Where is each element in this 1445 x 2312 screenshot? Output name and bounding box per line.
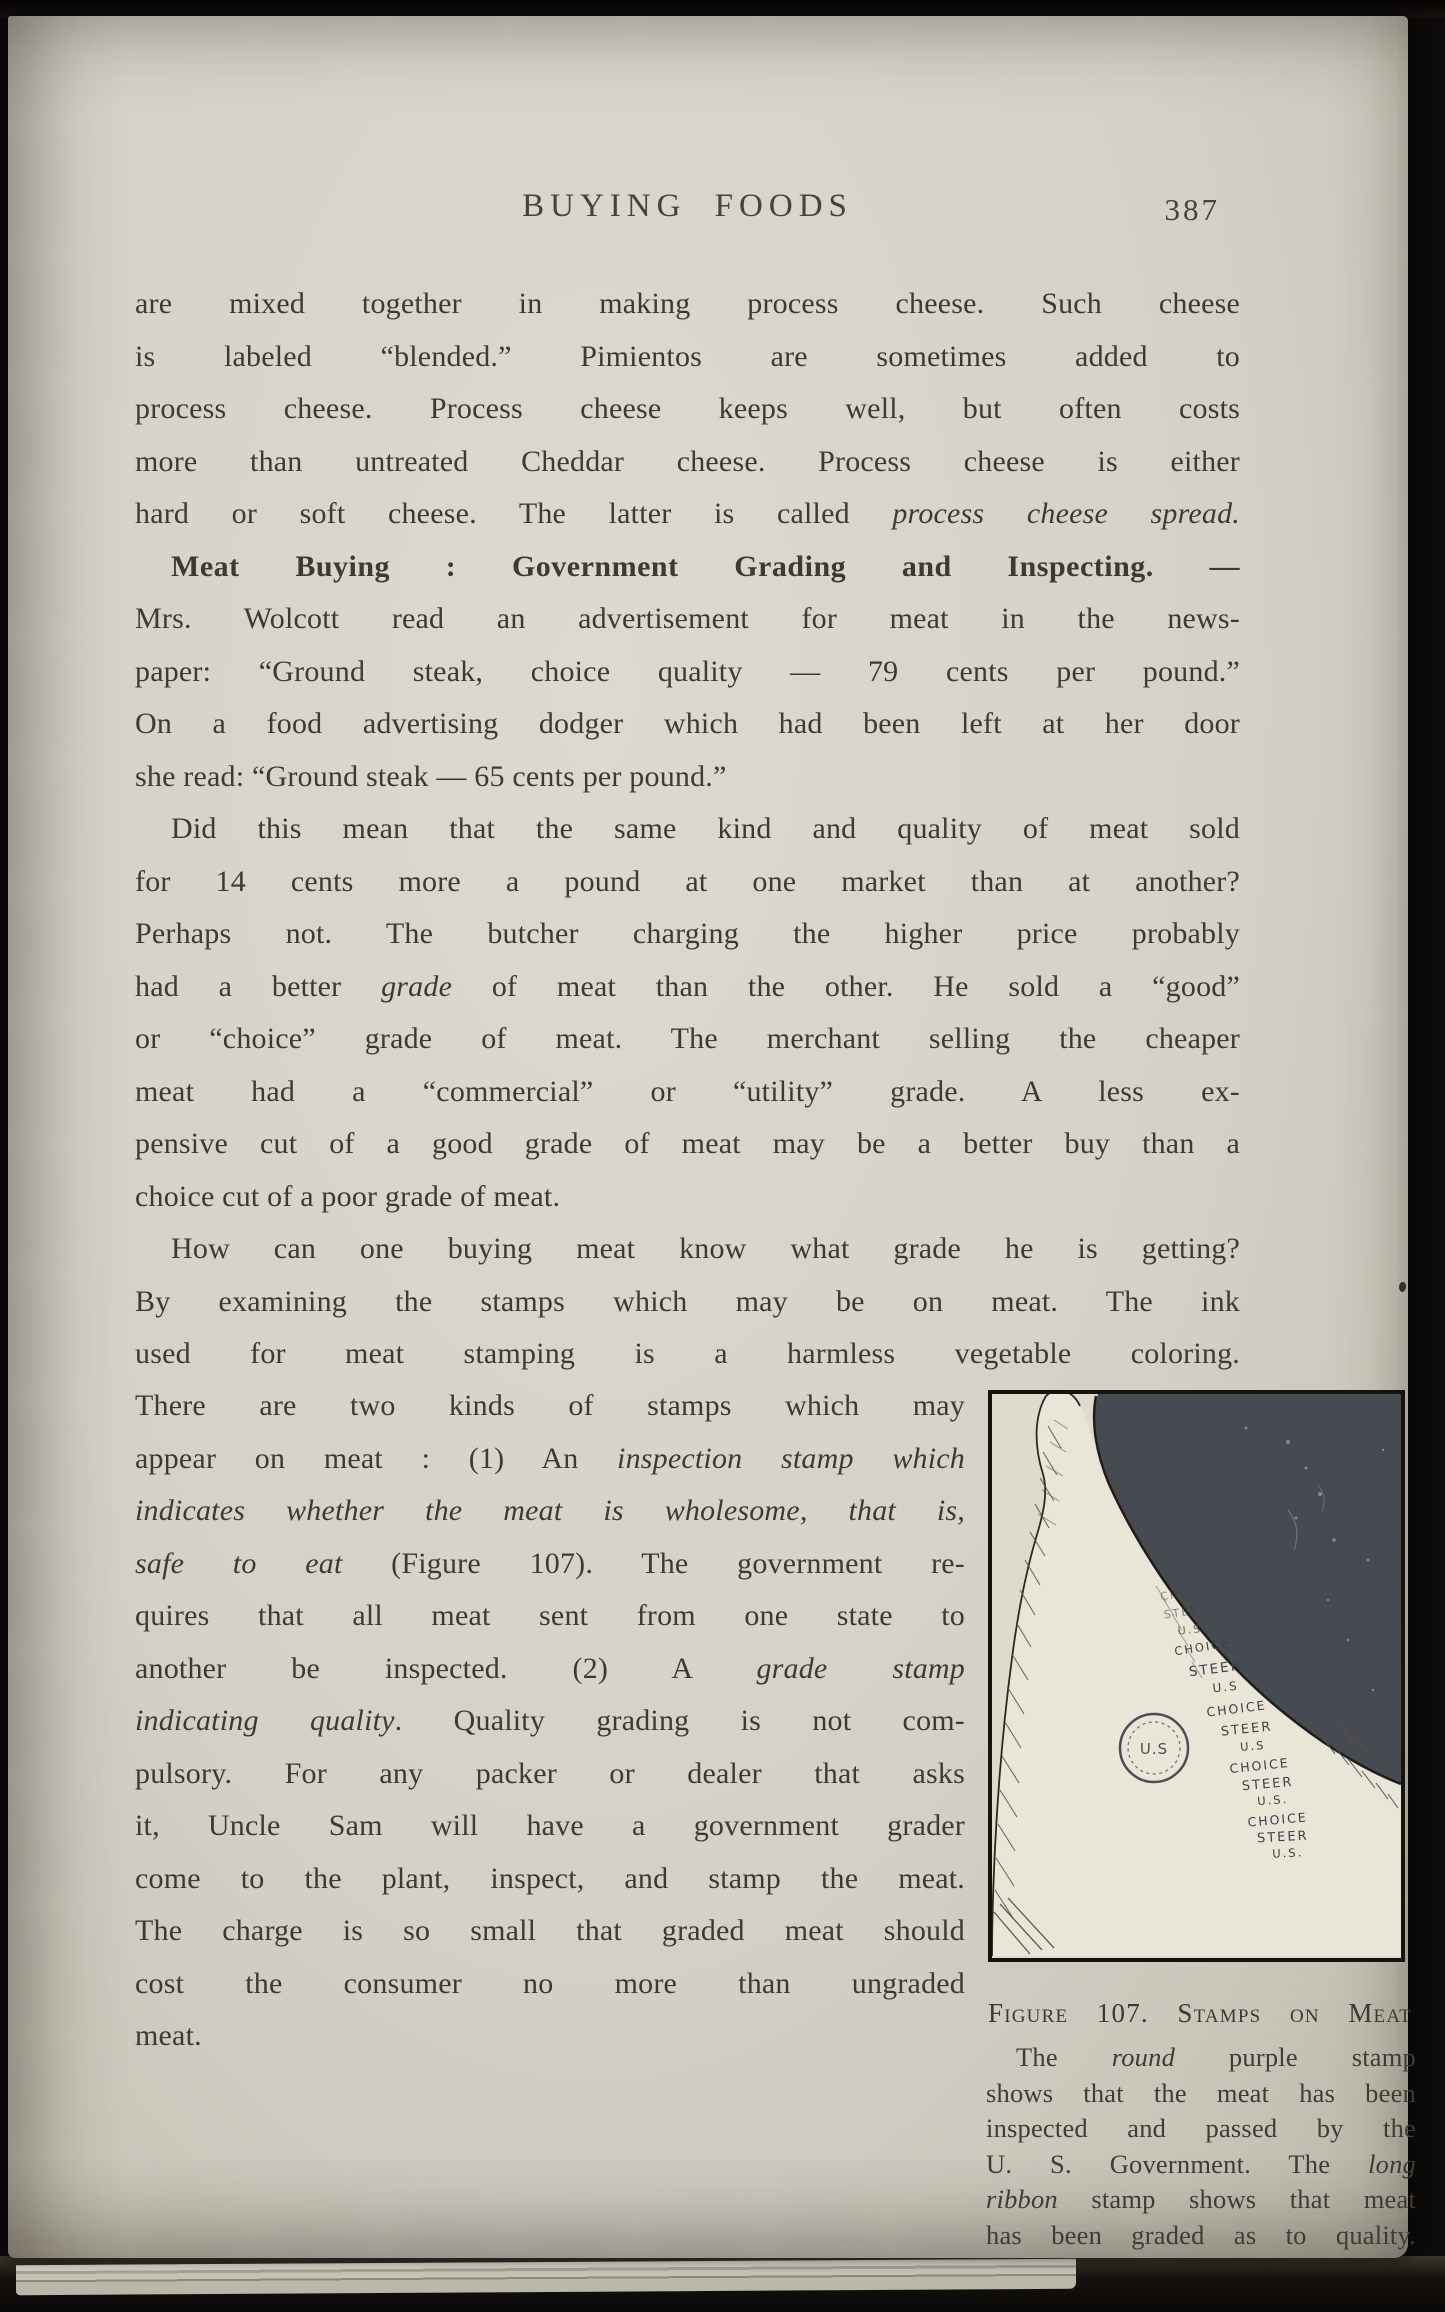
text-line xyxy=(135,2010,965,2063)
stamp-text: STEER xyxy=(1241,1774,1295,1795)
figure-107 xyxy=(988,1390,1405,1962)
text-line xyxy=(135,383,1240,436)
text-segment: meat. xyxy=(135,2019,202,2052)
text-line xyxy=(135,541,1240,594)
text-segment: The charge is so small that graded meat should xyxy=(135,1914,965,1947)
text-segment: grade xyxy=(381,969,453,1003)
text-line xyxy=(135,593,1240,646)
text-line xyxy=(135,1485,965,1538)
text-segment: shows that the meat has been xyxy=(986,2077,1416,2108)
text-segment: U. S. Government. The xyxy=(986,2148,1369,2179)
text-segment: choice cut of a poor grade of meat. xyxy=(135,1179,561,1213)
text-line xyxy=(135,278,1240,331)
text-line xyxy=(986,2218,1416,2254)
text-line xyxy=(135,1118,1240,1171)
text-line xyxy=(135,1013,1240,1066)
text-segment: more than untreated Cheddar cheese. Process cheese is either xyxy=(135,444,1240,478)
text-line xyxy=(986,2111,1416,2147)
text-segment: process cheese. Process cheese keeps well, but often costs xyxy=(135,392,1240,425)
text-segment: stamp shows that meat xyxy=(1057,2184,1416,2214)
text-segment: quires that all meat sent from one state to xyxy=(135,1599,965,1632)
text-segment: paper: “Ground steak, choice quality — 79 cents per pound.” xyxy=(135,654,1240,688)
text-segment: grade stamp xyxy=(756,1651,965,1685)
text-segment: another be inspected. (2) A xyxy=(135,1651,757,1685)
text-line xyxy=(135,1380,965,1433)
stamp-text: CHOICE xyxy=(1228,1754,1291,1777)
text-line xyxy=(135,908,1240,961)
text-segment: are mixed together in making process cheese. Such cheese xyxy=(135,287,1240,320)
paper-speck xyxy=(1399,1282,1406,1292)
text-line xyxy=(135,961,1240,1014)
text-segment: (Figure 107). The government re- xyxy=(342,1546,965,1580)
text-line xyxy=(135,1223,1240,1276)
text-segment: By examining the stamps which may be on meat. The ink xyxy=(135,1284,1240,1318)
text-segment: used for meat stamping is a harmless vegetable coloring. xyxy=(135,1337,1240,1370)
book-cover-right-edge xyxy=(1405,0,1445,2312)
text-segment: ribbon xyxy=(986,2184,1058,2214)
text-line xyxy=(135,1905,965,1958)
stamp-text: STEER xyxy=(1256,1828,1310,1847)
text-line xyxy=(135,436,1240,489)
text-segment: had a better xyxy=(135,969,382,1003)
text-segment: process cheese spread. xyxy=(892,497,1241,530)
text-line xyxy=(135,1276,1240,1329)
text-line xyxy=(986,2147,1416,2183)
stamp-text: CHOICE xyxy=(1173,1635,1232,1659)
body-text-wrapped-column xyxy=(135,1380,965,2063)
page-header xyxy=(135,188,1240,234)
text-segment: The xyxy=(1016,2042,1112,2072)
text-line xyxy=(135,1538,965,1591)
body-text-column xyxy=(135,278,1240,1381)
text-line xyxy=(135,1171,1240,1224)
text-segment: Did this mean that the same kind and quality of meat sold xyxy=(171,812,1240,845)
text-segment: pulsory. For any packer or dealer that asks xyxy=(135,1756,965,1790)
text-segment: There are two kinds of stamps which may xyxy=(135,1389,965,1422)
text-segment: pensive cut of a good grade of meat may be a better buy than a xyxy=(135,1127,1240,1160)
stamp-text: U.S. xyxy=(1177,1621,1209,1638)
text-segment: purple stamp xyxy=(1175,2042,1416,2072)
text-line xyxy=(135,698,1240,751)
page-number: 387 xyxy=(1164,192,1220,227)
text-segment: is labeled “blended.” Pimientos are sometimes added to xyxy=(135,339,1240,373)
text-segment: she read: “Ground steak — 65 cents per pound.” xyxy=(135,759,727,793)
text-segment: has been graded as to quality. xyxy=(986,2219,1416,2250)
text-line xyxy=(135,1800,965,1853)
text-line xyxy=(135,1328,1240,1381)
text-segment: Mrs. Wolcott read an advertisement for meat in the news- xyxy=(135,602,1240,635)
meat-illustration xyxy=(988,1390,1405,1962)
text-segment: Meat Buying : Government Grading and Inspecting. — xyxy=(171,549,1240,583)
text-segment: indicating quality xyxy=(135,1704,395,1737)
text-segment: hard or soft cheese. The latter is called xyxy=(135,497,893,530)
stamp-text: STEE xyxy=(1162,1603,1201,1622)
text-line xyxy=(135,856,1240,909)
text-line xyxy=(135,1853,965,1906)
text-line xyxy=(135,1066,1240,1119)
text-line xyxy=(135,1590,965,1643)
text-segment: cost the consumer no more than ungraded xyxy=(135,1966,965,2000)
text-line xyxy=(135,488,1240,541)
text-segment: safe to eat xyxy=(135,1546,343,1580)
text-line xyxy=(986,2076,1416,2112)
stamp-text: U.S. xyxy=(1271,1845,1304,1861)
page-title: BUYING FOODS xyxy=(522,188,853,224)
text-segment: long xyxy=(1368,2148,1416,2179)
text-segment: of meat than the other. He sold a “good” xyxy=(452,969,1240,1003)
stamp-text: U.S. xyxy=(1256,1791,1289,1809)
round-stamp-text: U.S xyxy=(1139,1740,1169,1758)
text-segment: indicates whether the meat is wholesome, that is, xyxy=(135,1494,965,1527)
stamp-text: U.S xyxy=(1239,1738,1266,1754)
text-line xyxy=(135,1643,965,1696)
text-line xyxy=(135,751,1240,804)
text-segment: . Quality grading is not com- xyxy=(394,1704,965,1737)
text-line xyxy=(135,331,1240,384)
text-line xyxy=(135,803,1240,856)
figure-caption-text xyxy=(986,2040,1416,2253)
text-segment: round xyxy=(1111,2042,1176,2072)
stamp-text: CHO xyxy=(1159,1585,1192,1604)
text-segment: meat had a “commercial” or “utility” grade. A less ex- xyxy=(135,1074,1240,1108)
stamp-text: CHOICE xyxy=(1205,1697,1268,1720)
stamp-text: U.S xyxy=(1211,1678,1240,1696)
book-page xyxy=(8,16,1416,2258)
text-line xyxy=(135,1958,965,2011)
text-line xyxy=(135,1433,965,1486)
text-line xyxy=(135,646,1240,699)
text-segment: appear on meat : (1) An xyxy=(135,1441,618,1475)
text-segment: inspected and passed by the xyxy=(986,2113,1416,2143)
stamp-text: STEER xyxy=(1188,1657,1243,1681)
text-line xyxy=(986,2182,1416,2218)
text-segment: On a food advertising dodger which had been left at her door xyxy=(135,707,1240,740)
text-segment: for 14 cents more a pound at one market than at another? xyxy=(135,864,1240,898)
text-segment: come to the plant, inspect, and stamp the meat. xyxy=(135,1861,965,1895)
text-segment: or “choice” grade of meat. The merchant selling the cheaper xyxy=(135,1022,1240,1055)
stamp-text: STEER xyxy=(1220,1719,1274,1740)
text-segment: inspection stamp which xyxy=(617,1441,965,1475)
text-line xyxy=(135,1695,965,1748)
stamp-text: CHOICE xyxy=(1246,1809,1309,1830)
text-line xyxy=(986,2040,1416,2076)
figure-caption-title: Figure 107. Stamps on Meat xyxy=(988,1998,1412,2028)
text-line xyxy=(135,1748,965,1801)
text-segment: Perhaps not. The butcher charging the higher price probably xyxy=(135,917,1240,950)
text-segment: How can one buying meat know what grade he is getting? xyxy=(171,1232,1240,1265)
text-segment: it, Uncle Sam will have a government grader xyxy=(135,1809,965,1842)
